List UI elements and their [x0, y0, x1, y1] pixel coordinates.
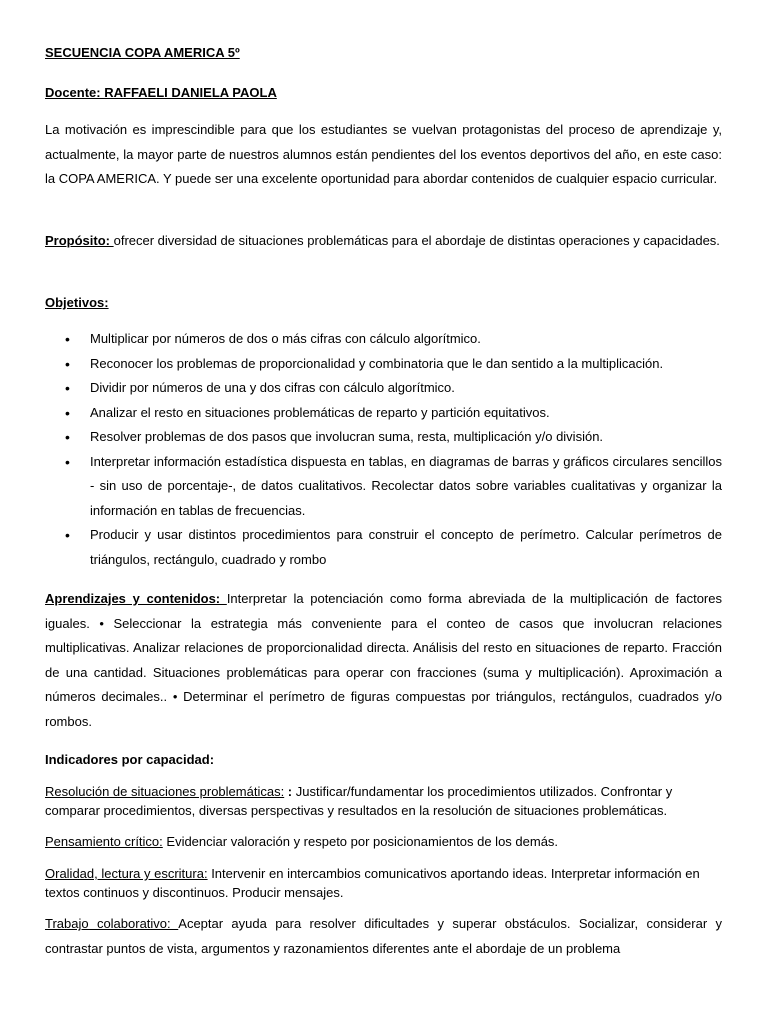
resolucion-text: Justificar/fundamentar los procedimientos utilizados. Confrontar y comparar procedimientos, diversas perspectivas y resultados en la resolución de situaciones problemáticas. [45, 784, 673, 818]
list-item: • Multiplicar por números de dos o más cifras con cálculo algorítmico. [45, 327, 722, 352]
bullet-icon: • [65, 527, 70, 543]
aprendizajes-text: Interpretar la potenciación como forma abreviada de la multiplicación de factores iguales. • Seleccionar la estrategia más conveniente para el conteo de casos que involucran relaciones multiplicativas. Analizar relaciones de proporcionalidad directa. Análisis del resto en situaciones de reparto. Fracción de una cantidad. Situaciones problemáticas para operar con fracciones (suma y multiplicación). Aproximación a números decimales.. • Determinar el perímetro de figuras compuestas por triángulos, rectángulos, cuadrados y/o rombos. [45, 591, 722, 729]
intro-paragraph: La motivación es imprescindible para que los estudiantes se vuelvan protagonistas del proceso de aprendizaje y, actualmente, la mayor parte de nuestros alumnos están pendientes del los eventos deportivos del año, en este caso: la COPA AMERICA. Y puede ser una excelente oportunidad para abordar contenidos de cualquier espacio curricular. [45, 122, 722, 186]
pensamiento-label: Pensamiento crítico: [45, 834, 163, 849]
list-item: • Reconocer los problemas de proporcionalidad y combinatoria que le dan sentido a la multiplicación. [45, 352, 722, 377]
proposito-paragraph [45, 229, 722, 254]
objetivos-heading: Objetivos: [45, 295, 109, 310]
document-title: SECUENCIA COPA AMERICA 5º [45, 45, 240, 60]
list-item: • Interpretar información estadística dispuesta en tablas, en diagramas de barras y gráficos circulares sencillos - sin uso de porcentaje-, de datos cualitativos. Recolectar datos sobre variables cualitativas y organizar la información en tablas de frecuencias. [45, 450, 722, 524]
proposito-label: Propósito: [45, 233, 114, 248]
trabajo-paragraph [45, 912, 722, 961]
bullet-icon: • [65, 404, 70, 421]
list-item: • Producir y usar distintos procedimientos para construir el concepto de perímetro. Calcular perímetros de triángulos, rectángulo, cuadrado y rombo [45, 523, 722, 572]
oralidad-paragraph [45, 864, 722, 902]
trabajo-label: Trabajo colaborativo: [45, 916, 179, 931]
resolucion-paragraph: Resolución de situaciones problemáticas: : Justificar/fundamentar los procedimientos utilizados. Confrontar y comparar procedimientos, diversas perspectivas y resultados en la resolución de situaciones problemáticas. [45, 784, 673, 818]
bullet-icon: • [65, 380, 70, 396]
list-item: • Analizar el resto en situaciones problemáticas de reparto y partición equitativos. [45, 401, 722, 426]
trabajo-text: Aceptar ayuda para resolver dificultades y superar obstáculos. Socializar, considerar y contrastar puntos de vista, argumentos y razonamientos diferentes ante el abordaje de un problema [45, 916, 723, 956]
bullet-icon: • [65, 355, 70, 372]
resolucion-label: Resolución de situaciones problemáticas: [45, 784, 285, 799]
bullet-icon: • [65, 331, 70, 347]
bullet-icon: • [65, 429, 70, 445]
list-item: • Resolver problemas de dos pasos que involucran suma, resta, multiplicación y/o división. [45, 425, 722, 450]
pensamiento-text: Evidenciar valoración y respeto por posicionamientos de los demás. [162, 834, 559, 849]
list-item: • Dividir por números de una y dos cifras con cálculo algorítmico. [45, 376, 722, 401]
pensamiento-paragraph [45, 832, 722, 851]
oralidad-label: Oralidad, lectura y escritura: [45, 866, 208, 881]
proposito-text: ofrecer diversidad de situaciones problemáticas para el abordaje de distintas operaciones y capacidades. [113, 233, 720, 248]
oralidad-text: Intervenir en intercambios comunicativos aportando ideas. Interpretar información en textos continuos y discontinuos. Producir mensajes. [45, 866, 700, 900]
docente-line: Docente: RAFFAELI DANIELA PAOLA [45, 85, 277, 100]
indicadores-heading: Indicadores por capacidad: [45, 752, 215, 767]
aprendizajes-label: Aprendizajes y contenidos: [45, 591, 227, 606]
bullet-icon: • [65, 453, 70, 470]
aprendizajes-paragraph [45, 587, 722, 734]
objetivos-list [45, 327, 722, 572]
